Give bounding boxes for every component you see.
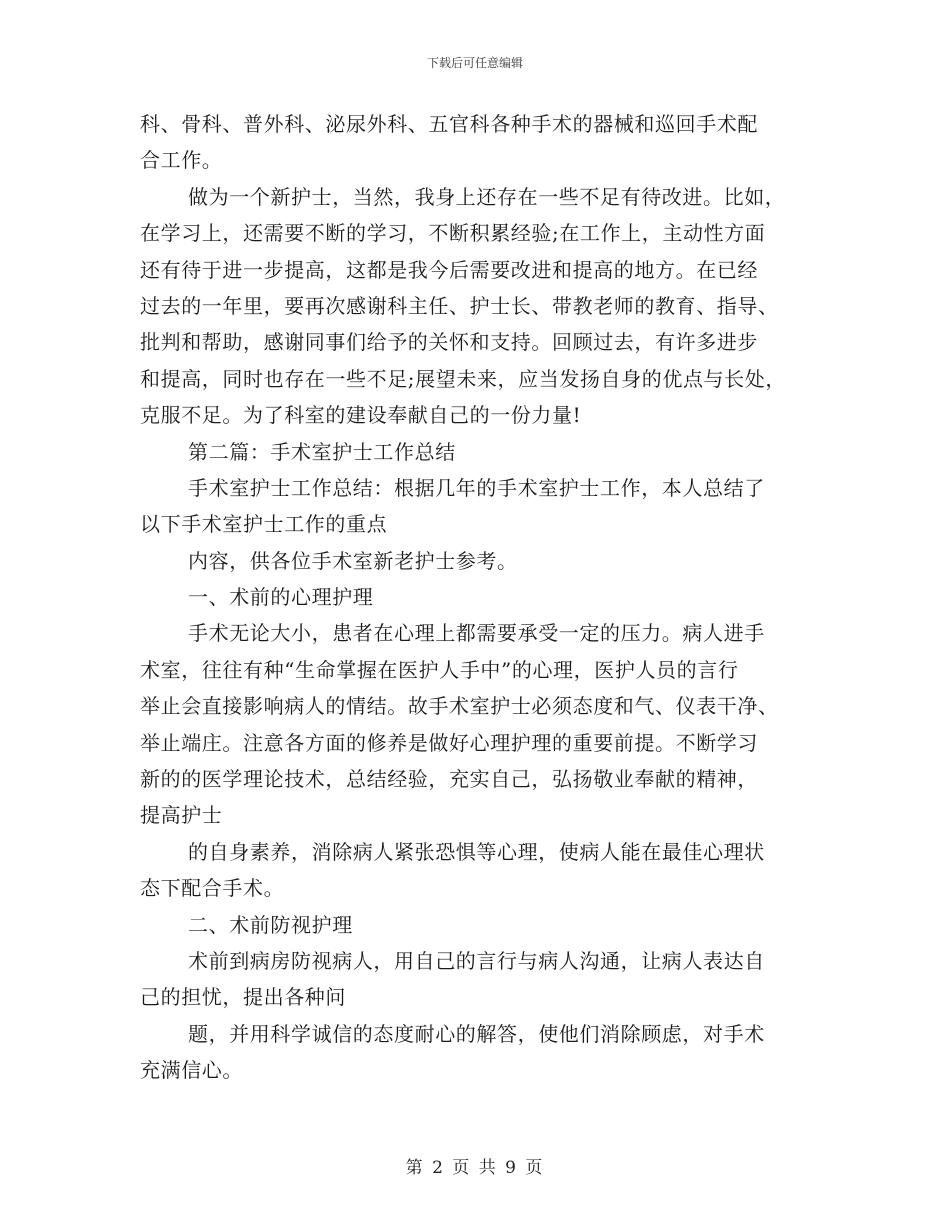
text-line: 提高护士 (140, 803, 223, 828)
text-line: 一、术前的心理护理 (188, 585, 374, 610)
text-line: 题，并用科学诚信的态度耐心的解答，使他们消除顾虑，对手术 (188, 1021, 765, 1046)
text-line: 合工作。 (140, 148, 223, 173)
page-header: 下载后可任意编辑 (426, 56, 523, 70)
text-line: 新的的医学理论技术，总结经验，充实自己，弘扬敬业奉献的精神， (140, 767, 758, 792)
text-line: 克服不足。为了科室的建设奉献自己的一份力量! (140, 403, 582, 428)
text-line: 手术室护士工作总结：根据几年的手术室护士工作，本人总结了 (188, 475, 765, 500)
text-line: 充满信心。 (140, 1058, 243, 1083)
text-line: 举止会直接影响病人的情结。故手术室护士必须态度和气、仪表干净、 (140, 694, 779, 719)
text-line: 手术无论大小，患者在心理上都需要承受一定的压力。病人进手 (188, 621, 765, 646)
text-line: 科、骨科、普外科、泌尿外科、五官科各种手术的器械和巡回手术配 (140, 112, 758, 136)
text-line: 己的担忧，提出各种问 (140, 985, 346, 1010)
text-line: 以下手术室护士工作的重点 (140, 512, 388, 537)
text-line: 内容，供各位手术室新老护士参考。 (188, 548, 518, 573)
text-line: 举止端庄。注意各方面的修养是做好心理护理的重要前提。不断学习 (140, 730, 758, 755)
text-line: 做为一个新护士，当然，我身上还存在一些不足有待改进。比如， (188, 184, 786, 209)
page-number: 第 2 页 共 9 页 (405, 1158, 545, 1178)
text-line: 过去的一年里，要再次感谢科主任、护士长、带教老师的教育、指导、 (140, 293, 779, 318)
text-line: 术前到病房防视病人，用自己的言行与病人沟通，让病人表达自 (188, 948, 765, 973)
text-line: 的自身素养，消除病人紧张恐惧等心理，使病人能在最佳心理状 (188, 839, 765, 864)
text-line: 和提高，同时也存在一些不足;展望未来，应当发扬自身的优点与长处， (140, 366, 786, 391)
text-line: 二、术前防视护理 (188, 912, 353, 937)
text-line: 态下配合手术。 (140, 876, 285, 901)
text-line: 在学习上，还需要不断的学习，不断积累经验;在工作上，主动性方面 (140, 221, 766, 246)
text-line: 第二篇：手术室护士工作总结 (188, 439, 456, 464)
text-line: 术室，往往有种“生命掌握在医护人手中”的心理，医护人员的言行 (140, 657, 739, 682)
text-line: 还有待于进一步提高，这都是我今后需要改进和提高的地方。在已经 (140, 257, 758, 282)
document-body (140, 106, 830, 1089)
text-line: 批判和帮助，感谢同事们给予的关怀和支持。回顾过去，有许多进步 (140, 330, 758, 355)
